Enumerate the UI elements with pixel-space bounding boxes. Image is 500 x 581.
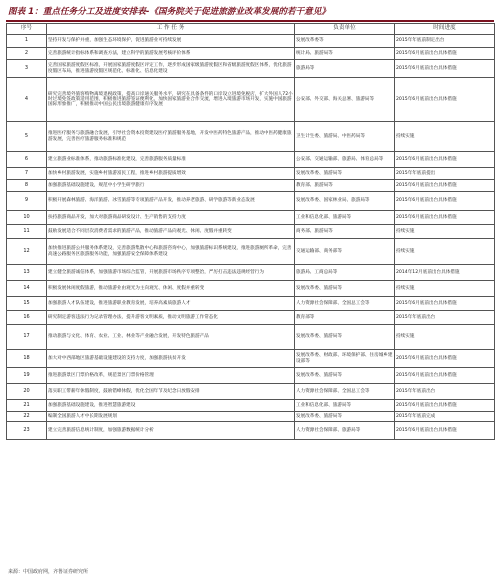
cell-no: 10 <box>7 211 47 225</box>
cell-unit: 发展改革委、旅游局等 <box>295 412 395 422</box>
cell-task: 研究制定游客违法行为记录管理办法，提升游客文明素质，推动文明旅游工作常态化 <box>47 311 295 325</box>
cell-no: 15 <box>7 297 47 311</box>
cell-no: 7 <box>7 168 47 180</box>
cell-task: 加快乡村旅游发展，实施乡村旅游富民工程，推进乡村旅游提质增效 <box>47 168 295 180</box>
cell-no: 19 <box>7 368 47 384</box>
cell-unit: 卫生计生委、旅游局、中医药局等 <box>295 122 395 152</box>
cell-unit: 统计局、旅游局等 <box>295 48 395 60</box>
cell-no: 22 <box>7 412 47 422</box>
cell-time: 2015年6月底前出台具体措施 <box>395 297 495 311</box>
cell-time: 2015年6月底前出台具体措施 <box>395 60 495 78</box>
cell-task: 建立旅游业标准体系，推动旅游标准化建设，完善旅游服务质量标准 <box>47 152 295 168</box>
title-rule <box>6 20 494 22</box>
task-table <box>6 23 495 440</box>
cell-task: 积极开展森林旅游、海洋旅游、冰雪旅游等专项旅游产品开发，推动养老旅游、研学旅游等新业态发展 <box>47 192 295 211</box>
cell-task: 扶持旅游商品开发，加大对旅游商品研发设计、生产销售的支持力度 <box>47 211 295 225</box>
cell-unit: 发展改革委、财政部、环境保护部、住房城乡建设部等 <box>295 350 395 368</box>
cell-time: 2015年年底前提出 <box>395 168 495 180</box>
cell-unit: 教育部等 <box>295 311 395 325</box>
cell-unit: 旅游局等 <box>295 60 395 78</box>
cell-unit: 发展改革委、旅游局等 <box>295 368 395 384</box>
cell-no: 17 <box>7 325 47 350</box>
table-row <box>7 350 495 368</box>
cell-unit: 公安部、交通运输部、旅游局、体育总局等 <box>295 152 395 168</box>
cell-time: 持续实施 <box>395 281 495 297</box>
cell-unit: 发展改革委、旅游局等 <box>295 168 395 180</box>
cell-task: 积极发展休闲度假旅游，推动旅游业由观光为主向观光、休闲、度假并重转变 <box>47 281 295 297</box>
table-row <box>7 192 495 211</box>
cell-time: 2015年6月底前出台具体措施 <box>395 192 495 211</box>
cell-no: 12 <box>7 239 47 265</box>
cell-task: 研究完善境外旅客购物离境退税政策，提高口岸通关服务水平，研究在具备条件的口岸设立进境免税店，扩大外国人72小时过境免签政策适用范围，积极推进旅游签证便利化，加快国家旅游业合作交流，增进入境旅游市场开发，实施中国旅游国际形象推广，积极推动中国公民出境旅游健康有序发展 <box>47 78 295 122</box>
cell-unit: 商务部、旅游局等 <box>295 225 395 239</box>
cell-time: 2015年年底前出台 <box>395 311 495 325</box>
cell-no: 18 <box>7 350 47 368</box>
cell-unit: 发展改革委、旅游局等 <box>295 325 395 350</box>
cell-unit: 发展改革委、国家林业局、旅游局等 <box>295 192 395 211</box>
cell-task: 推进医疗服务与旅游融合发展，引导社会资本投资建设医疗旅游服务基地，开发中医药特色旅游产品，推动中医药健康旅游发展，完善医疗旅游服务标准和规范 <box>47 122 295 152</box>
header-no: 序号 <box>7 24 47 35</box>
table-row <box>7 311 495 325</box>
table-row <box>7 180 495 192</box>
table-row <box>7 422 495 440</box>
table-row <box>7 239 495 265</box>
table-row <box>7 368 495 384</box>
table-header-row <box>7 24 495 35</box>
table-row <box>7 400 495 412</box>
table-row <box>7 152 495 168</box>
table-row <box>7 122 495 152</box>
cell-no: 14 <box>7 281 47 297</box>
cell-no: 6 <box>7 152 47 168</box>
cell-no: 13 <box>7 265 47 281</box>
cell-unit: 人力资源社会保障部、全国总工会等 <box>295 297 395 311</box>
cell-time: 2015年6月底前出台具体措施 <box>395 180 495 192</box>
cell-task: 落实职工带薪年休假制度，鼓励错峰休假，优化全国年节及纪念日放假安排 <box>47 384 295 400</box>
table-row <box>7 35 495 48</box>
cell-no: 11 <box>7 225 47 239</box>
table-row <box>7 325 495 350</box>
table-row <box>7 225 495 239</box>
header-unit: 负责单位 <box>295 24 395 35</box>
cell-no: 4 <box>7 78 47 122</box>
cell-unit: 人力资源社会保障部、全国总工会等 <box>295 384 395 400</box>
cell-task: 加强旅游基础设施建设，规范中小学生研学旅行 <box>47 180 295 192</box>
table-row <box>7 60 495 78</box>
cell-task: 坚持开发与保护并重，加强生态环境保护，促进旅游业可持续发展 <box>47 35 295 48</box>
page-title: 图表 1：重点任务分工及进度安排表-《国务院关于促进旅游业改革发展的若干意见》 <box>8 7 330 17</box>
source-note: 来源：中国政府网，齐鲁证券研究所 <box>8 569 89 575</box>
cell-time: 持续实施 <box>395 325 495 350</box>
cell-no: 9 <box>7 192 47 211</box>
table-body <box>7 35 495 440</box>
cell-unit: 发展改革委等 <box>295 35 395 48</box>
table-row <box>7 265 495 281</box>
cell-no: 16 <box>7 311 47 325</box>
table-row <box>7 384 495 400</box>
cell-no: 3 <box>7 60 47 78</box>
cell-time: 持续实施 <box>395 225 495 239</box>
cell-task: 加快推进旅游公共服务体系建设，完善旅游集散中心和旅游咨询中心，加强旅游标识系统建设，推进旅游厕所革命，完善高速公路服务区旅游服务功能，加强旅游安全保障体系建设 <box>47 239 295 265</box>
cell-time: 2015年6月底前出台具体措施 <box>395 48 495 60</box>
cell-time: 2015年6月底前出台具体措施 <box>395 78 495 122</box>
table-row <box>7 168 495 180</box>
cell-task: 加强旅游基础设施建设，推进智慧旅游建设 <box>47 400 295 412</box>
cell-no: 20 <box>7 384 47 400</box>
cell-no: 5 <box>7 122 47 152</box>
cell-time: 2015年6月底前出台具体措施 <box>395 211 495 225</box>
cell-task: 加强旅游人才队伍建设，推进旅游职业教育发展，培养高素质旅游人才 <box>47 297 295 311</box>
cell-task: 编制全国旅游人才中长期发展规划 <box>47 412 295 422</box>
cell-task: 完善国家旅游度假区标准，开展国家旅游度假区评定工作，逐步形成国家级旅游度假区和省级旅游度假区体系，优化旅游度假区布局，推进旅游度假区规范化、标准化、信息化建设 <box>47 60 295 78</box>
cell-unit: 发展改革委、旅游局等 <box>295 281 395 297</box>
cell-time: 2015年年底前出台 <box>395 384 495 400</box>
cell-no: 23 <box>7 422 47 440</box>
cell-unit: 教育部、旅游局等 <box>295 180 395 192</box>
cell-unit: 公安部、外交部、海关总署、旅游局等 <box>295 78 395 122</box>
cell-task: 推进旅游景区门票价格改革，规范景区门票价格管理 <box>47 368 295 384</box>
cell-task: 加大对中西部地区旅游基础设施建设的支持力度，加强旅游扶贫开发 <box>47 350 295 368</box>
cell-time: 2015年6月底前出台具体措施 <box>395 350 495 368</box>
header-task: 工 作 任 务 <box>47 24 295 35</box>
cell-time: 持续实施 <box>395 122 495 152</box>
cell-time: 2015年年底前完成 <box>395 412 495 422</box>
cell-unit: 人力资源社会保障部、旅游局等 <box>295 422 395 440</box>
cell-no: 8 <box>7 180 47 192</box>
cell-time: 持续实施 <box>395 239 495 265</box>
header-time: 时间进度 <box>395 24 495 35</box>
cell-task: 建立健全旅游诚信体系，加强旅游市场综合监管，开展旅游市场秩序专项整治，严厉打击违法违规经营行为 <box>47 265 295 281</box>
cell-task: 鼓励发展适合不同层次消费者需求的旅游产品，推动旅游产品向观光、休闲、度假并重转变 <box>47 225 295 239</box>
cell-no: 1 <box>7 35 47 48</box>
table-row <box>7 78 495 122</box>
table-row <box>7 211 495 225</box>
cell-task: 完善旅游统计指标体系和调查方法，建立科学的旅游发展考核评价体系 <box>47 48 295 60</box>
cell-time: 2015年年底前制定出台 <box>395 35 495 48</box>
table-row <box>7 281 495 297</box>
cell-unit: 工业和信息化部、旅游局等 <box>295 400 395 412</box>
cell-unit: 交通运输部、商务部等 <box>295 239 395 265</box>
cell-time: 2015年6月底前出台具体措施 <box>395 422 495 440</box>
cell-time: 2015年6月底前出台具体措施 <box>395 400 495 412</box>
cell-task: 推动旅游与文化、体育、农业、工业、林业等产业融合发展，开发特色旅游产品 <box>47 325 295 350</box>
cell-no: 21 <box>7 400 47 412</box>
cell-no: 2 <box>7 48 47 60</box>
cell-task: 建立完善旅游信息统计制度，加强旅游数据统计分析 <box>47 422 295 440</box>
cell-time: 2015年6月底前出台具体措施 <box>395 152 495 168</box>
cell-unit: 旅游局、工商总局等 <box>295 265 395 281</box>
cell-time: 2015年6月底前出台具体措施 <box>395 368 495 384</box>
table-row <box>7 48 495 60</box>
table-row <box>7 412 495 422</box>
cell-unit: 工业和信息化部、旅游局等 <box>295 211 395 225</box>
table-row <box>7 297 495 311</box>
cell-time: 2014年12月底前出台具体措施 <box>395 265 495 281</box>
